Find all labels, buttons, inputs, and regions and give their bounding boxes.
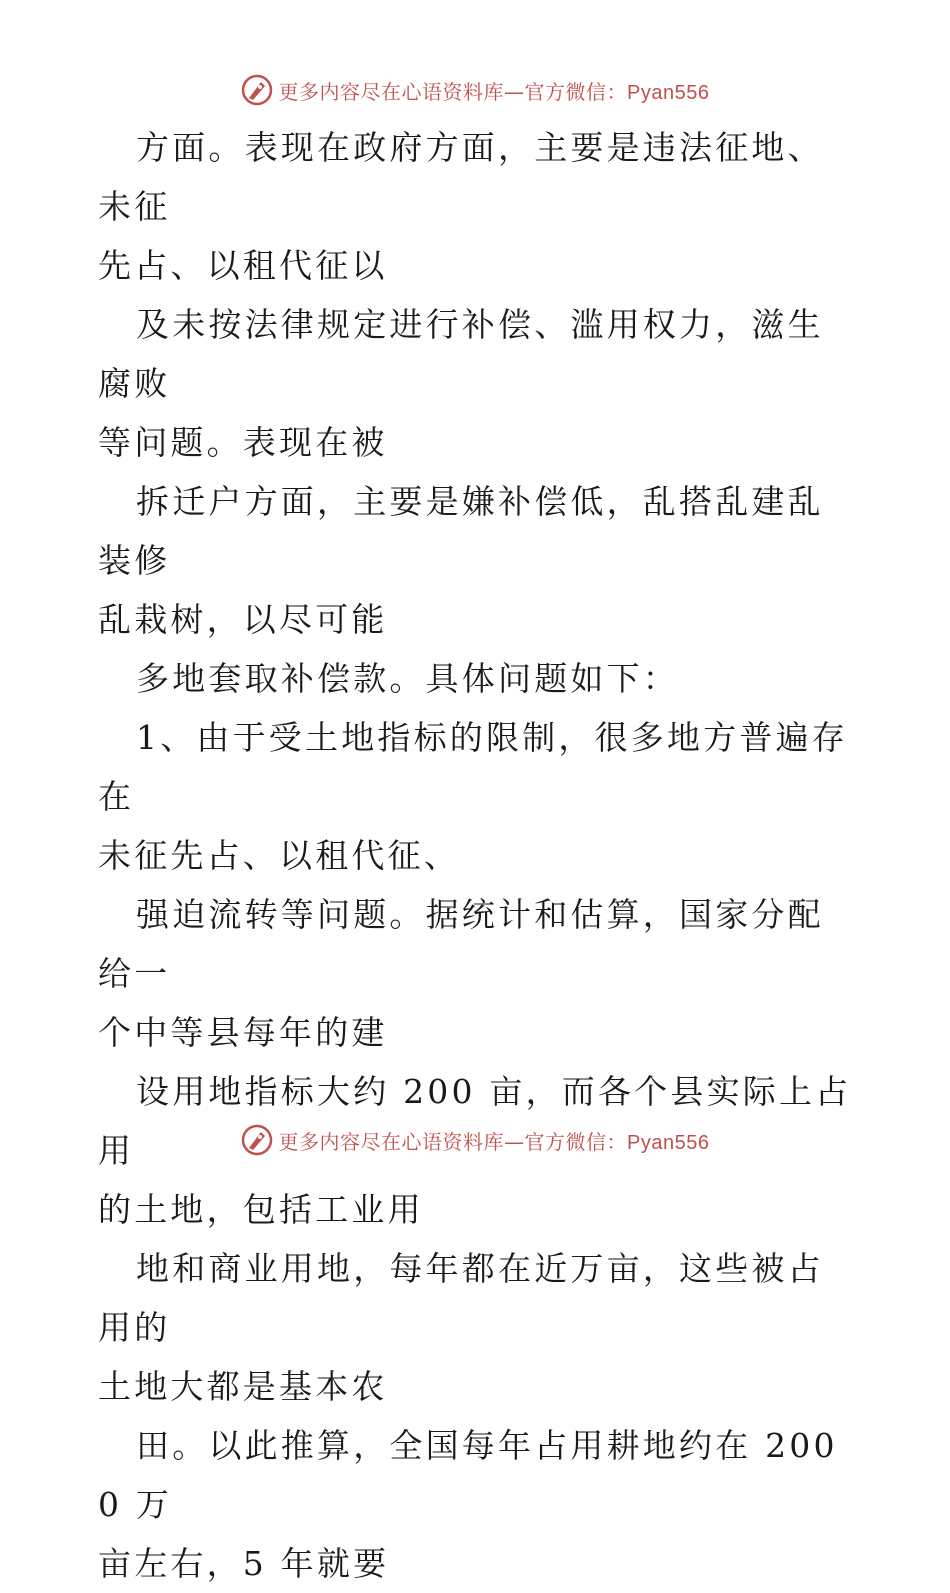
paragraph-line: 地和商业用地，每年都在近万亩，这些被占用的	[98, 1249, 824, 1347]
paragraph-line: 未征先占、以租代征、	[98, 836, 460, 875]
paragraph-line: 田。以此推算，全国每年占用耕地约在 2000 万	[98, 1426, 838, 1524]
paragraph	[98, 885, 852, 1062]
paragraph-line: 多地套取补偿款。具体问题如下：	[136, 659, 679, 698]
paragraph-line: 土地大都是基本农	[98, 1367, 388, 1406]
paragraph	[98, 1239, 852, 1416]
watermark-text: 更多内容尽在心语资料库—官方微信：Pyan556	[278, 79, 710, 104]
paragraph-line: 亩左右，5 年就要	[98, 1544, 390, 1583]
paragraph-line: 1、由于受土地指标的限制，很多地方普遍存在	[98, 718, 848, 816]
paragraph	[98, 1416, 852, 1593]
paragraph	[98, 472, 852, 649]
paragraph-line: 方面。表现在政府方面，主要是违法征地、未征	[98, 128, 824, 226]
paragraph-line: 强迫流转等问题。据统计和估算，国家分配给一	[98, 895, 824, 993]
paragraph-line: 先占、以租代征以	[98, 246, 388, 285]
paragraph	[98, 708, 852, 885]
paragraph-line: 个中等县每年的建	[98, 1013, 388, 1052]
paragraph-line: 等问题。表现在被	[98, 423, 388, 462]
pen-nib-logo-icon	[241, 1124, 273, 1156]
footer-watermark	[0, 1120, 950, 1160]
watermark-text: 更多内容尽在心语资料库—官方微信：Pyan556	[278, 1129, 710, 1154]
paragraph	[98, 118, 852, 295]
document-body	[98, 118, 852, 1593]
pen-nib-logo-icon	[241, 74, 273, 106]
paragraph-line: 及未按法律规定进行补偿、滥用权力，滋生腐败	[98, 305, 824, 403]
paragraph	[98, 649, 852, 708]
paragraph	[98, 295, 852, 472]
header-watermark	[0, 70, 950, 110]
paragraph-line: 拆迁户方面，主要是嫌补偿低，乱搭乱建乱装修	[98, 482, 824, 580]
paragraph-line: 设用地指标大约 200 亩，而各个县实际上占用	[98, 1072, 852, 1170]
paragraph-line: 乱栽树，以尽可能	[98, 600, 388, 639]
paragraph-line: 的土地，包括工业用	[98, 1190, 424, 1229]
